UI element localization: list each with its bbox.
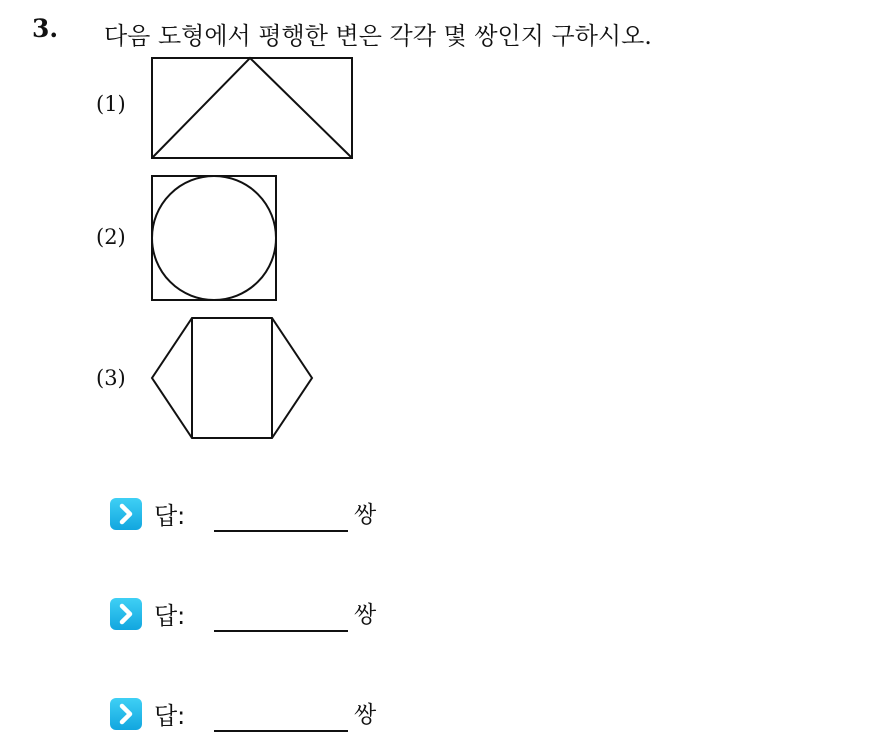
answer-row-2 [108,594,428,638]
figure-3-hexagon [152,318,312,438]
answer-unit: 쌍 [354,502,377,528]
answer-label: 답: [154,702,186,730]
answer-unit: 쌍 [354,602,377,628]
figure-3-hexagon-with-rectangle [150,316,316,440]
figure-1-rectangle [152,58,352,158]
question-number: 3. [32,14,59,43]
figure-1-triangle [152,58,352,158]
figure-2-circle [152,176,276,300]
figure-label-1: (1) [96,92,126,116]
answer-blank-3[interactable] [214,730,348,732]
answer-label: 답: [154,602,186,630]
answer-row-1 [108,494,428,538]
answer-blank-2[interactable] [214,630,348,632]
answer-label: 답: [154,502,186,530]
chevron-right-icon [110,498,142,530]
answer-unit: 쌍 [354,702,377,728]
chevron-right-icon [110,598,142,630]
answer-row-3 [108,694,428,738]
chevron-right-icon [110,698,142,730]
question-text: 다음 도형에서 평행한 변은 각각 몇 쌍인지 구하시오. [104,22,652,50]
answer-blank-1[interactable] [214,530,348,532]
figure-1-rectangle-with-triangle [150,56,356,160]
figure-2-square-with-circle [150,174,280,304]
figure-label-2: (2) [96,225,126,249]
figure-label-3: (3) [96,366,126,390]
